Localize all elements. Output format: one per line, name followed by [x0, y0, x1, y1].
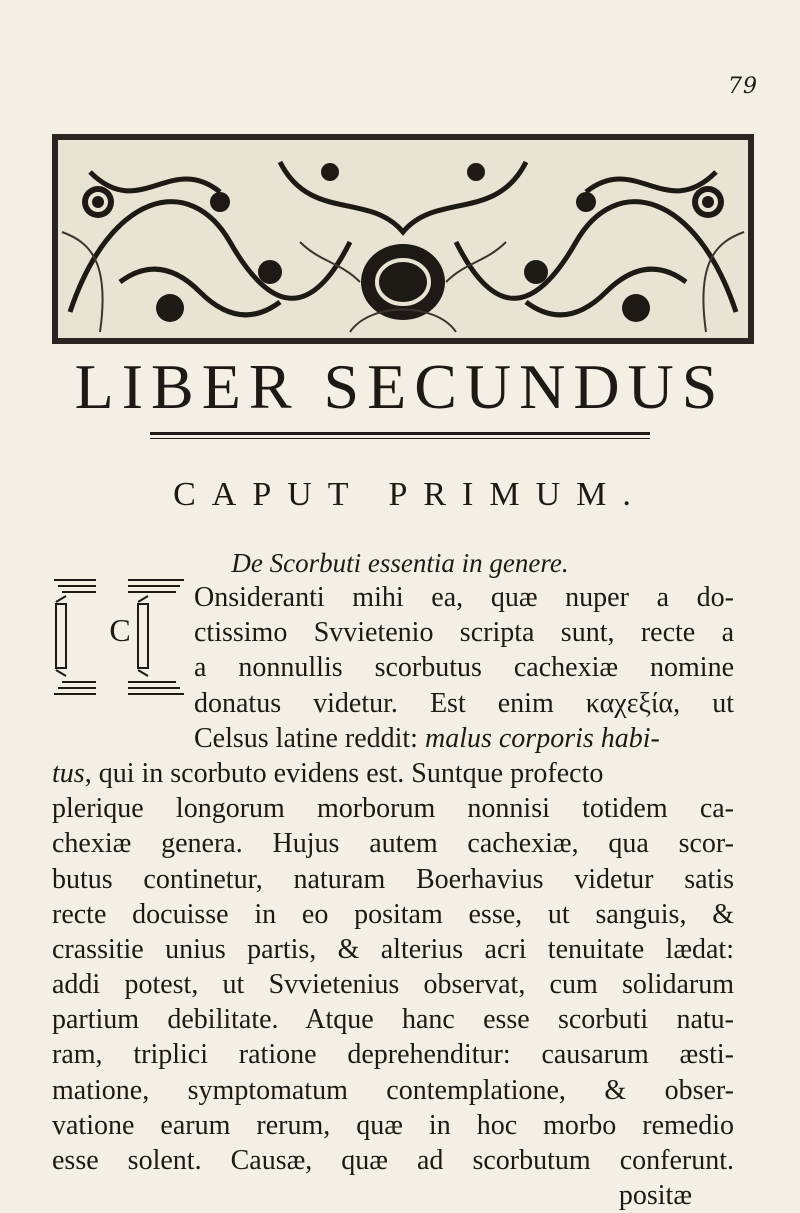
page-number: 79 — [728, 74, 758, 99]
body-line: recte docuisse in eo positam esse, ut sanguis, & — [52, 898, 734, 930]
chapter-title: CAPUT PRIMUM. — [173, 476, 647, 513]
body-line: ram, triplici ratione deprehenditur: causarum æsti- — [52, 1039, 734, 1071]
body-line: matione, symptomatum contemplatione, & obser- — [52, 1074, 734, 1106]
body-line: Celsus latine reddit: malus corporis habi- — [194, 722, 660, 754]
chapter-subtitle: De Scorbuti essentia in genere. — [231, 548, 569, 578]
title-rule — [150, 432, 650, 442]
body-line: donatus videtur. Est enim καχεξία, ut — [194, 687, 734, 719]
body-text — [52, 580, 734, 1213]
body-line: Onsideranti mihi ea, quæ nuper a do- — [194, 582, 734, 613]
body-line: vatione earum rerum, quæ in hoc morbo remedio — [52, 1109, 734, 1141]
book-title: LIBER SECUNDUS — [74, 351, 726, 422]
initial-letter: C — [109, 612, 131, 648]
body-line: tus, qui in scorbuto evidens est. Suntque profecto — [52, 757, 604, 789]
body-line: addi potest, ut Svvietenius observat, cum solidarum — [52, 969, 734, 1001]
body-line: plerique longorum morborum nonnisi totidem ca- — [52, 793, 734, 825]
body-line: crassitie unius partis, & alterius acri tenuitate lædat: — [52, 933, 734, 965]
body-line: partium debilitate. Atque hanc esse scorbuti natu- — [52, 1004, 734, 1036]
body-line: ctissimo Svvietenio scripta sunt, recte a — [194, 617, 734, 649]
body-line: esse solent. Causæ, quæ ad scorbutum conferunt. — [52, 1145, 734, 1176]
catchword: positæ — [618, 1180, 692, 1212]
body-line: chexiæ genera. Hujus autem cachexiæ, qua scor- — [52, 828, 734, 860]
body-line: butus continetur, naturam Boerhavius videtur satis — [52, 863, 734, 895]
body-line: a nonnullis scorbutus cachexiæ nomine — [194, 652, 734, 684]
ornamental-headpiece — [50, 132, 756, 346]
